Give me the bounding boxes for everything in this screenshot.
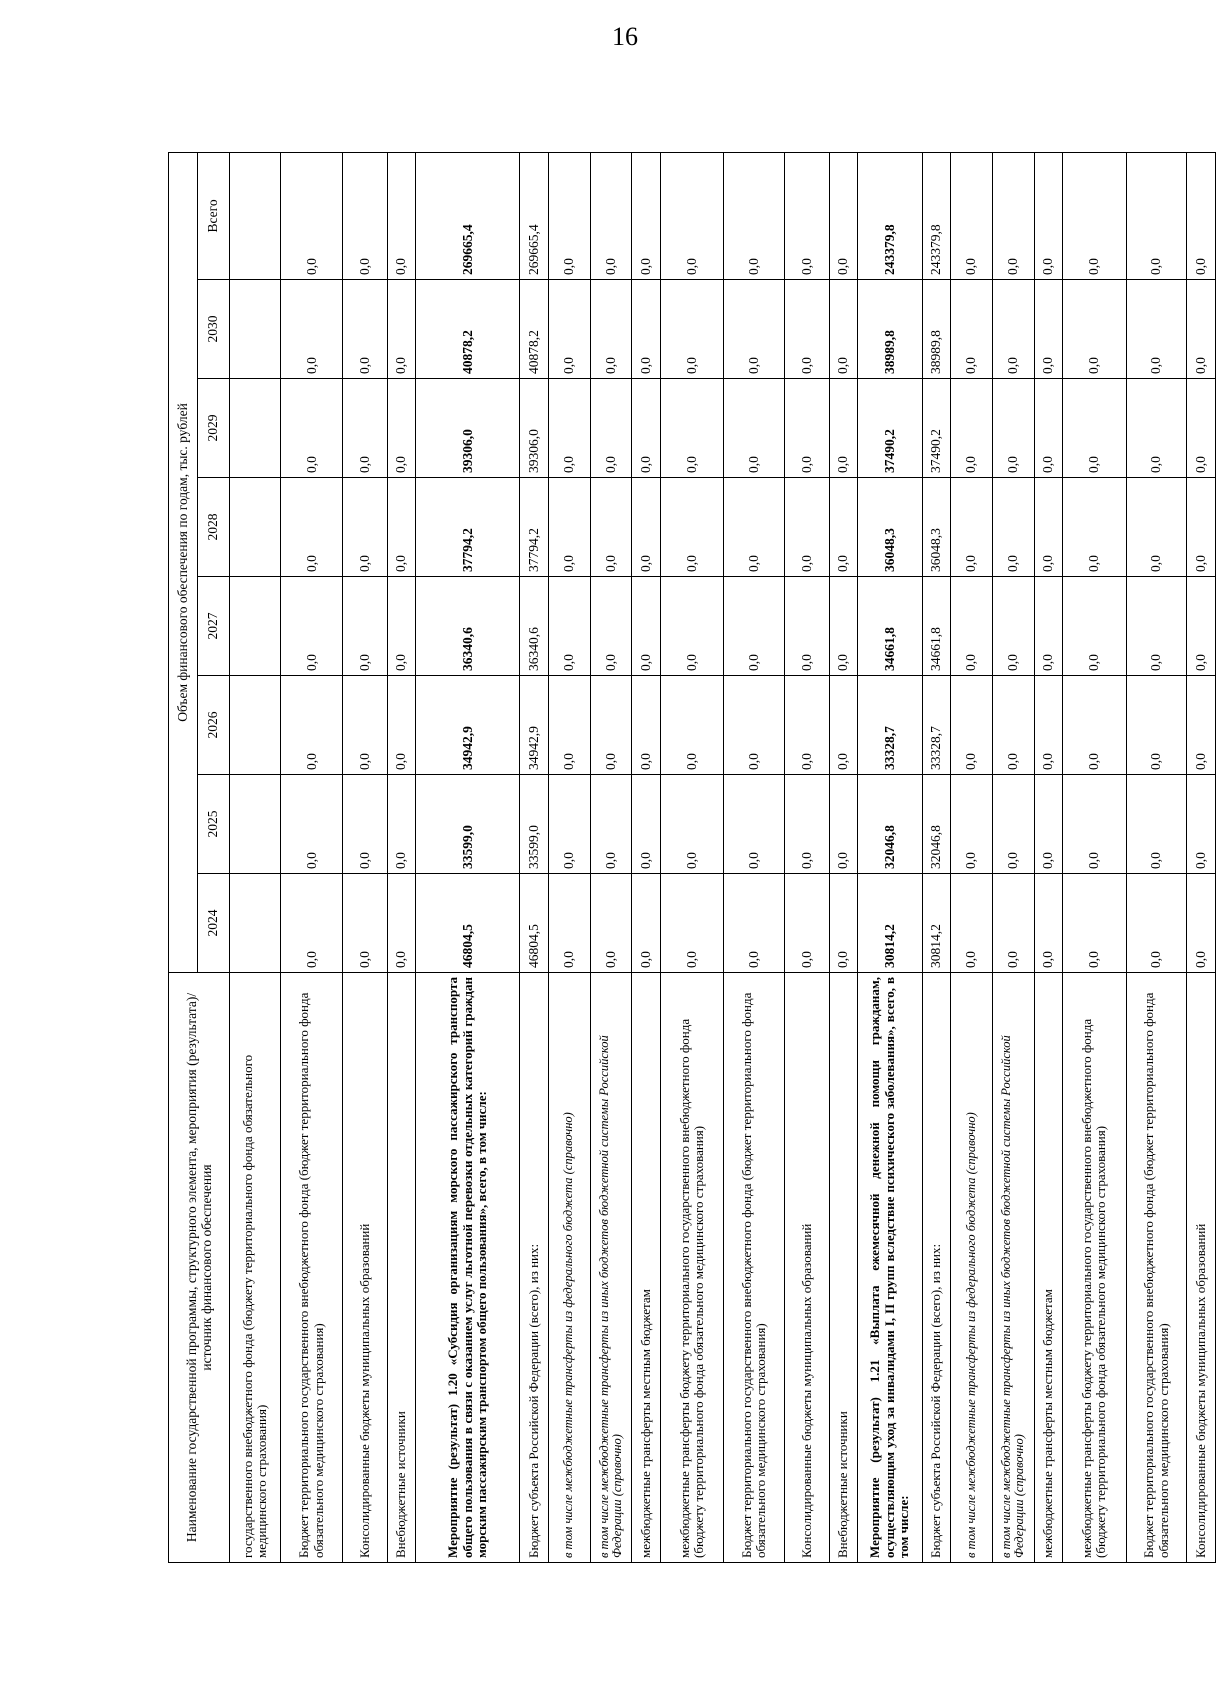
value-cell: 0,0 — [660, 676, 723, 775]
row-territorial-fund-transfers — [660, 152, 723, 1562]
value-cell: 0,0 — [993, 478, 1035, 577]
value-cell: 37490,2 — [922, 379, 950, 478]
value-cell: 0,0 — [1126, 874, 1187, 973]
row-activity-1-20 — [416, 152, 520, 1562]
value-cell: 0,0 — [724, 280, 785, 379]
value-cell: 0,0 — [548, 152, 590, 279]
value-cell: 39306,0 — [520, 379, 548, 478]
value-cell: 0,0 — [1126, 478, 1187, 577]
header-name-column: Наименование государственной программы, структурного элемента, мероприятия (результата)/источник финансового обеспечения — [169, 973, 230, 1563]
value-cell: 0,0 — [281, 577, 343, 676]
value-cell: 0,0 — [388, 577, 416, 676]
value-cell: 36340,6 — [520, 577, 548, 676]
value-cell: 0,0 — [1126, 775, 1187, 874]
value-cell: 40878,2 — [416, 280, 520, 379]
value-cell: 0,0 — [632, 478, 660, 577]
value-cell: 0,0 — [1187, 577, 1216, 676]
value-cell — [230, 379, 281, 478]
value-cell: 0,0 — [724, 152, 785, 279]
value-cell: 0,0 — [660, 775, 723, 874]
value-cell: 0,0 — [1063, 152, 1126, 279]
row-funds-transfer-continued — [230, 152, 281, 1562]
value-cell: 0,0 — [343, 280, 388, 379]
value-cell: 0,0 — [548, 775, 590, 874]
value-cell — [230, 577, 281, 676]
row-regional-budget — [520, 152, 548, 1562]
value-cell: 0,0 — [1063, 676, 1126, 775]
value-cell: 0,0 — [548, 676, 590, 775]
value-cell: 0,0 — [951, 280, 993, 379]
value-cell: 0,0 — [660, 874, 723, 973]
value-cell: 0,0 — [590, 478, 632, 577]
row-federal-transfers — [951, 152, 993, 1562]
row-municipal-budgets — [785, 152, 830, 1562]
value-cell: 0,0 — [993, 379, 1035, 478]
value-cell: 0,0 — [281, 676, 343, 775]
value-cell: 0,0 — [951, 379, 993, 478]
value-cell: 0,0 — [951, 676, 993, 775]
value-cell: 0,0 — [1063, 379, 1126, 478]
value-cell: 34661,8 — [922, 577, 950, 676]
value-cell: 0,0 — [1126, 577, 1187, 676]
value-cell: 0,0 — [590, 775, 632, 874]
value-cell: 0,0 — [590, 676, 632, 775]
value-cell: 0,0 — [632, 874, 660, 973]
financing-table — [168, 152, 1216, 1563]
value-cell: 0,0 — [343, 874, 388, 973]
value-cell — [230, 775, 281, 874]
value-cell: 0,0 — [590, 577, 632, 676]
value-cell: 34942,9 — [520, 676, 548, 775]
row-label: Консолидированные бюджеты муниципальных образований — [1187, 973, 1216, 1563]
row-municipal-budgets — [1187, 152, 1216, 1562]
value-cell: 0,0 — [951, 478, 993, 577]
value-cell: 0,0 — [1126, 379, 1187, 478]
value-cell: 38989,8 — [857, 280, 922, 379]
value-cell: 0,0 — [590, 379, 632, 478]
row-label: Бюджет территориального государственного внебюджетного фонда (бюджет территориального фонда обязательного медицинского страхования) — [1126, 973, 1187, 1563]
value-cell: 0,0 — [1126, 676, 1187, 775]
row-label: межбюджетные трансферты местным бюджетам — [632, 973, 660, 1563]
value-cell: 0,0 — [829, 676, 857, 775]
value-cell: 0,0 — [829, 280, 857, 379]
value-cell: 37794,2 — [520, 478, 548, 577]
value-cell — [230, 874, 281, 973]
value-cell: 0,0 — [829, 478, 857, 577]
value-cell: 0,0 — [281, 775, 343, 874]
value-cell: 34661,8 — [857, 577, 922, 676]
value-cell: 0,0 — [1034, 676, 1062, 775]
value-cell: 33328,7 — [922, 676, 950, 775]
value-cell: 0,0 — [951, 577, 993, 676]
value-cell: 33599,0 — [416, 775, 520, 874]
value-cell: 0,0 — [388, 874, 416, 973]
value-cell: 0,0 — [1063, 874, 1126, 973]
value-cell: 0,0 — [829, 775, 857, 874]
row-label: Внебюджетные источники — [388, 973, 416, 1563]
value-cell: 0,0 — [785, 775, 830, 874]
value-cell: 0,0 — [1063, 478, 1126, 577]
value-cell: 0,0 — [829, 577, 857, 676]
value-cell: 0,0 — [829, 152, 857, 279]
value-cell: 0,0 — [785, 379, 830, 478]
value-cell: 0,0 — [281, 478, 343, 577]
row-federal-transfers — [548, 152, 590, 1562]
value-cell: 0,0 — [829, 379, 857, 478]
value-cell: 0,0 — [1187, 478, 1216, 577]
value-cell: 0,0 — [1187, 874, 1216, 973]
value-cell: 269665,4 — [520, 152, 548, 279]
value-cell: 0,0 — [388, 152, 416, 279]
value-cell: 33599,0 — [520, 775, 548, 874]
value-cell: 0,0 — [993, 874, 1035, 973]
value-cell: 0,0 — [281, 152, 343, 279]
value-cell: 0,0 — [993, 775, 1035, 874]
row-regional-budget — [922, 152, 950, 1562]
row-label: в том числе межбюджетные трансферты из иных бюджетов бюджетной системы Российской Федерации (справочно) — [993, 973, 1035, 1563]
row-label: Мероприятие (результат) 1.20 «Субсидия организациям морского пассажирского транспорта общего пользования в связи с оказанием услуг льготной перевозки отдельных категорий граждан морским пассажирским транспортом общего пользования», всего, в том числе: — [416, 973, 520, 1563]
row-label: в том числе межбюджетные трансферты из федерального бюджета (справочно) — [548, 973, 590, 1563]
value-cell: 0,0 — [993, 676, 1035, 775]
value-cell: 0,0 — [343, 152, 388, 279]
value-cell: 0,0 — [1034, 152, 1062, 279]
value-cell: 0,0 — [724, 478, 785, 577]
row-label: в том числе межбюджетные трансферты из иных бюджетов бюджетной системы Российской Федерации (справочно) — [590, 973, 632, 1563]
value-cell: 0,0 — [343, 676, 388, 775]
value-cell: 32046,8 — [922, 775, 950, 874]
row-other-budget-transfers — [590, 152, 632, 1562]
row-extrabudgetary — [388, 152, 416, 1562]
value-cell: 0,0 — [1187, 152, 1216, 279]
value-cell: 0,0 — [1063, 280, 1126, 379]
rotated-table-container — [168, 153, 1216, 1563]
value-cell: 0,0 — [724, 577, 785, 676]
row-municipal-budgets — [343, 152, 388, 1562]
value-cell: 0,0 — [388, 676, 416, 775]
value-cell: 0,0 — [632, 280, 660, 379]
value-cell: 0,0 — [951, 152, 993, 279]
header-year-2027: 2027 — [198, 577, 230, 676]
value-cell: 0,0 — [785, 577, 830, 676]
value-cell: 0,0 — [343, 478, 388, 577]
row-label: межбюджетные трансферты бюджету территориального государственного внебюджетного фонда (бюджету территориального фонда обязательного медицинского страхования) — [1063, 973, 1126, 1563]
value-cell: 0,0 — [785, 874, 830, 973]
value-cell: 0,0 — [993, 152, 1035, 279]
value-cell: 243379,8 — [857, 152, 922, 279]
value-cell: 46804,5 — [520, 874, 548, 973]
value-cell: 0,0 — [951, 775, 993, 874]
value-cell: 37490,2 — [857, 379, 922, 478]
value-cell: 0,0 — [724, 874, 785, 973]
value-cell: 0,0 — [785, 478, 830, 577]
value-cell: 0,0 — [632, 379, 660, 478]
value-cell — [230, 280, 281, 379]
row-label: Бюджет субъекта Российской Федерации (всего), из них: — [922, 973, 950, 1563]
value-cell: 46804,5 — [416, 874, 520, 973]
value-cell: 0,0 — [548, 478, 590, 577]
value-cell: 0,0 — [724, 379, 785, 478]
value-cell: 0,0 — [1034, 478, 1062, 577]
value-cell: 33328,7 — [857, 676, 922, 775]
value-cell: 0,0 — [388, 379, 416, 478]
value-cell: 0,0 — [548, 577, 590, 676]
value-cell: 0,0 — [1034, 874, 1062, 973]
value-cell: 0,0 — [590, 152, 632, 279]
value-cell: 37794,2 — [416, 478, 520, 577]
value-cell: 30814,2 — [922, 874, 950, 973]
value-cell: 0,0 — [951, 874, 993, 973]
value-cell: 0,0 — [1034, 280, 1062, 379]
value-cell: 0,0 — [724, 775, 785, 874]
value-cell: 0,0 — [343, 775, 388, 874]
value-cell: 0,0 — [1187, 379, 1216, 478]
row-label: Консолидированные бюджеты муниципальных образований — [343, 973, 388, 1563]
value-cell: 269665,4 — [416, 152, 520, 279]
value-cell: 0,0 — [1126, 152, 1187, 279]
value-cell: 0,0 — [590, 874, 632, 973]
value-cell: 0,0 — [1187, 280, 1216, 379]
value-cell: 0,0 — [1187, 676, 1216, 775]
header-year-2024: 2024 — [198, 874, 230, 973]
value-cell: 0,0 — [1126, 280, 1187, 379]
value-cell: 0,0 — [660, 577, 723, 676]
value-cell: 0,0 — [632, 152, 660, 279]
header-total: Всего — [198, 152, 230, 279]
row-activity-1-21 — [857, 152, 922, 1562]
value-cell: 0,0 — [993, 577, 1035, 676]
value-cell: 0,0 — [281, 874, 343, 973]
value-cell: 0,0 — [388, 280, 416, 379]
value-cell: 0,0 — [1034, 379, 1062, 478]
value-cell: 0,0 — [343, 577, 388, 676]
header-year-2028: 2028 — [198, 478, 230, 577]
row-label: межбюджетные трансферты бюджету территориального государственного внебюджетного фонда (бюджету территориального фонда обязательного медицинского страхования) — [660, 973, 723, 1563]
row-label: Консолидированные бюджеты муниципальных образований — [785, 973, 830, 1563]
value-cell: 243379,8 — [922, 152, 950, 279]
row-label: Внебюджетные источники — [829, 973, 857, 1563]
value-cell: 0,0 — [993, 280, 1035, 379]
value-cell — [230, 152, 281, 279]
value-cell: 0,0 — [785, 280, 830, 379]
value-cell: 0,0 — [660, 379, 723, 478]
row-label: Мероприятие (результат) 1.21 «Выплата ежемесячной денежной помощи гражданам, осуществляющим уход за инвалидами I, II групп вследствие психического заболевания», всего, в том числе: — [857, 973, 922, 1563]
value-cell — [230, 676, 281, 775]
value-cell: 36048,3 — [857, 478, 922, 577]
row-local-transfers — [632, 152, 660, 1562]
value-cell: 0,0 — [388, 775, 416, 874]
value-cell: 39306,0 — [416, 379, 520, 478]
row-extrabudgetary — [829, 152, 857, 1562]
value-cell: 0,0 — [632, 676, 660, 775]
row-label: Бюджет территориального государственного внебюджетного фонда (бюджет территориального фонда обязательного медицинского страхования) — [281, 973, 343, 1563]
row-territorial-fund-budget — [724, 152, 785, 1562]
value-cell: 0,0 — [281, 280, 343, 379]
value-cell: 0,0 — [829, 874, 857, 973]
row-label: государственного внебюджетного фонда (бюджету территориального фонда обязательного медицинского страхования) — [230, 973, 281, 1563]
header-year-2026: 2026 — [198, 676, 230, 775]
value-cell: 0,0 — [1063, 577, 1126, 676]
row-territorial-fund-transfers — [1063, 152, 1126, 1562]
row-label: Бюджет субъекта Российской Федерации (всего), из них: — [520, 973, 548, 1563]
row-territorial-fund-budget — [281, 152, 343, 1562]
value-cell: 0,0 — [590, 280, 632, 379]
value-cell: 0,0 — [660, 152, 723, 279]
page-number: 16 — [612, 22, 638, 51]
header-year-2025: 2025 — [198, 775, 230, 874]
value-cell: 0,0 — [1034, 577, 1062, 676]
value-cell — [230, 478, 281, 577]
row-other-budget-transfers — [993, 152, 1035, 1562]
value-cell: 34942,9 — [416, 676, 520, 775]
header-row-group — [169, 152, 198, 1562]
value-cell: 0,0 — [388, 478, 416, 577]
value-cell: 30814,2 — [857, 874, 922, 973]
value-cell: 40878,2 — [520, 280, 548, 379]
header-year-2030: 2030 — [198, 280, 230, 379]
row-label: в том числе межбюджетные трансферты из федерального бюджета (справочно) — [951, 973, 993, 1563]
value-cell: 0,0 — [632, 775, 660, 874]
value-cell: 0,0 — [724, 676, 785, 775]
row-label: межбюджетные трансферты местным бюджетам — [1034, 973, 1062, 1563]
value-cell: 0,0 — [1187, 775, 1216, 874]
value-cell: 0,0 — [785, 676, 830, 775]
row-label: Бюджет территориального государственного внебюджетного фонда (бюджет территориального фонда обязательного медицинского страхования) — [724, 973, 785, 1563]
value-cell: 38989,8 — [922, 280, 950, 379]
row-territorial-fund-budget — [1126, 152, 1187, 1562]
header-year-2029: 2029 — [198, 379, 230, 478]
value-cell: 0,0 — [660, 478, 723, 577]
value-cell: 0,0 — [548, 280, 590, 379]
value-cell: 0,0 — [785, 152, 830, 279]
header-financing-volume: Объем финансового обеспечения по годам, тыс. рублей — [169, 152, 198, 972]
value-cell: 0,0 — [660, 280, 723, 379]
value-cell: 0,0 — [632, 577, 660, 676]
value-cell: 32046,8 — [857, 775, 922, 874]
value-cell: 0,0 — [548, 379, 590, 478]
value-cell: 36340,6 — [416, 577, 520, 676]
value-cell: 0,0 — [1034, 775, 1062, 874]
table-body — [230, 152, 1216, 1562]
value-cell: 0,0 — [548, 874, 590, 973]
value-cell: 0,0 — [1063, 775, 1126, 874]
value-cell: 0,0 — [343, 379, 388, 478]
row-local-transfers — [1034, 152, 1062, 1562]
value-cell: 0,0 — [281, 379, 343, 478]
value-cell: 36048,3 — [922, 478, 950, 577]
